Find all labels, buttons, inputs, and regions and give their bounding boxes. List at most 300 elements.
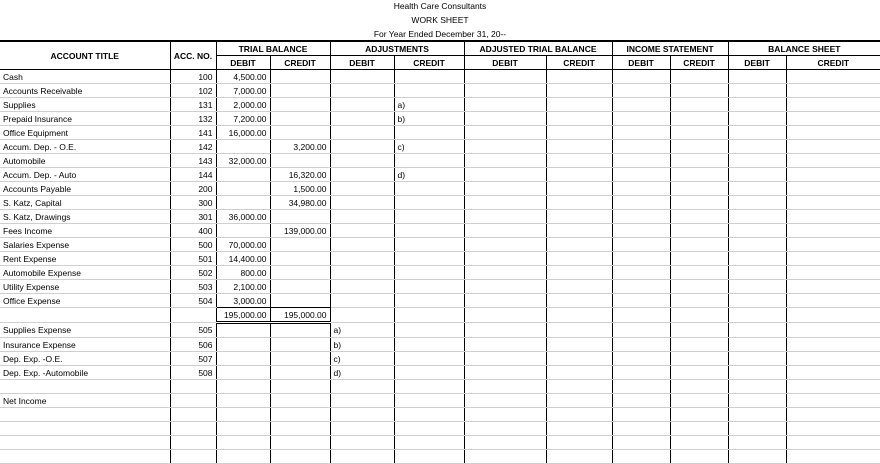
account-title-cell: Accum. Dep. - Auto: [0, 168, 170, 182]
is-credit-cell: [670, 224, 728, 238]
table-row: [0, 366, 880, 380]
tb-credit-cell: 34,980.00: [270, 196, 330, 210]
adj-credit-header: CREDIT: [394, 56, 464, 70]
tb-debit-cell: [216, 338, 270, 352]
adj-credit-cell: b): [394, 112, 464, 126]
bs-debit-cell: [728, 308, 786, 323]
acc-no-cell: 504: [170, 294, 216, 308]
atb-debit-cell: [464, 323, 546, 338]
adj-debit-cell: [330, 380, 394, 394]
adj-credit-cell: a): [394, 98, 464, 112]
atb-credit-cell: [546, 224, 612, 238]
is-credit-cell: [670, 126, 728, 140]
adj-credit-cell: [394, 422, 464, 436]
adj-debit-cell: [330, 210, 394, 224]
bs-credit-cell: [786, 154, 880, 168]
bs-credit-cell: [786, 422, 880, 436]
bs-credit-cell: [786, 323, 880, 338]
account-title-cell: [0, 408, 170, 422]
bs-credit-cell: [786, 294, 880, 308]
atb-debit-cell: [464, 98, 546, 112]
bs-credit-cell: [786, 436, 880, 450]
is-credit-cell: [670, 280, 728, 294]
bs-debit-cell: [728, 436, 786, 450]
bs-debit-cell: [728, 84, 786, 98]
acc-no-cell: 132: [170, 112, 216, 126]
adj-credit-cell: [394, 196, 464, 210]
table-row: [0, 338, 880, 352]
table-row: [0, 266, 880, 280]
adj-credit-cell: [394, 408, 464, 422]
atb-debit-cell: [464, 408, 546, 422]
atb-debit-cell: [464, 294, 546, 308]
trial-balance-header: TRIAL BALANCE: [216, 41, 330, 56]
adj-debit-cell: [330, 394, 394, 408]
adj-debit-cell: [330, 436, 394, 450]
atb-debit-cell: [464, 352, 546, 366]
account-title-cell: S. Katz, Capital: [0, 196, 170, 210]
atb-credit-cell: [546, 70, 612, 84]
is-credit-cell: [670, 182, 728, 196]
bs-credit-cell: [786, 238, 880, 252]
atb-debit-cell: [464, 182, 546, 196]
tb-debit-cell: 14,400.00: [216, 252, 270, 266]
adj-debit-cell: [330, 84, 394, 98]
adj-credit-cell: [394, 182, 464, 196]
tb-credit-cell: [270, 154, 330, 168]
is-credit-cell: [670, 394, 728, 408]
table-row: [0, 70, 880, 84]
account-title-cell: S. Katz, Drawings: [0, 210, 170, 224]
is-credit-cell: [670, 266, 728, 280]
acc-no-cell: [170, 308, 216, 323]
acc-no-cell: [170, 380, 216, 394]
tb-debit-cell: [216, 394, 270, 408]
atb-credit-cell: [546, 338, 612, 352]
tb-debit-cell: 32,000.00: [216, 154, 270, 168]
adj-debit-cell: [330, 450, 394, 464]
account-title-cell: Dep. Exp. -O.E.: [0, 352, 170, 366]
bs-credit-cell: [786, 168, 880, 182]
is-credit-cell: [670, 422, 728, 436]
table-row: [0, 84, 880, 98]
tb-debit-cell: [216, 168, 270, 182]
bs-credit-cell: [786, 210, 880, 224]
section-header-row: [0, 41, 880, 56]
is-credit-cell: [670, 196, 728, 210]
acc-no-cell: 505: [170, 323, 216, 338]
acc-no-cell: 141: [170, 126, 216, 140]
adj-debit-cell: [330, 154, 394, 168]
adj-debit-cell: [330, 140, 394, 154]
acc-no-cell: 500: [170, 238, 216, 252]
bs-debit-cell: [728, 196, 786, 210]
atb-credit-cell: [546, 408, 612, 422]
acc-no-cell: 102: [170, 84, 216, 98]
is-credit-cell: [670, 84, 728, 98]
bs-debit-cell: [728, 352, 786, 366]
worksheet-table: [0, 40, 880, 464]
atb-debit-cell: [464, 196, 546, 210]
is-debit-cell: [612, 168, 670, 182]
acc-no-cell: 301: [170, 210, 216, 224]
tb-credit-cell: [270, 394, 330, 408]
tb-debit-cell: 36,000.00: [216, 210, 270, 224]
acc-no-cell: [170, 450, 216, 464]
account-title-cell: Salaries Expense: [0, 238, 170, 252]
acc-no-cell: 507: [170, 352, 216, 366]
tb-credit-cell: [270, 436, 330, 450]
adj-debit-cell: [330, 70, 394, 84]
adj-debit-cell: [330, 98, 394, 112]
tb-credit-cell: 139,000.00: [270, 224, 330, 238]
atb-credit-cell: [546, 238, 612, 252]
adj-credit-cell: [394, 126, 464, 140]
acc-no-cell: [170, 422, 216, 436]
bs-credit-cell: [786, 266, 880, 280]
adj-credit-cell: [394, 436, 464, 450]
atb-debit-cell: [464, 280, 546, 294]
adj-credit-cell: [394, 238, 464, 252]
adjustments-header: ADJUSTMENTS: [330, 41, 464, 56]
atb-debit-cell: [464, 380, 546, 394]
account-title-cell: [0, 436, 170, 450]
bs-credit-cell: [786, 98, 880, 112]
atb-debit-cell: [464, 338, 546, 352]
account-title-cell: Accum. Dep. - O.E.: [0, 140, 170, 154]
bs-credit-cell: [786, 394, 880, 408]
is-debit-cell: [612, 224, 670, 238]
table-row: [0, 294, 880, 308]
adj-debit-cell: [330, 238, 394, 252]
bs-debit-cell: [728, 70, 786, 84]
is-debit-cell: [612, 366, 670, 380]
adj-credit-cell: [394, 70, 464, 84]
tb-credit-cell: [270, 294, 330, 308]
bs-credit-cell: [786, 126, 880, 140]
atb-debit-cell: [464, 450, 546, 464]
adj-credit-cell: d): [394, 168, 464, 182]
adj-debit-cell: [330, 168, 394, 182]
tb-credit-cell: [270, 252, 330, 266]
bs-debit-cell: [728, 168, 786, 182]
adj-credit-cell: [394, 266, 464, 280]
acc-no-cell: [170, 436, 216, 450]
is-debit-cell: [612, 308, 670, 323]
is-credit-cell: [670, 252, 728, 266]
acc-no-cell: [170, 408, 216, 422]
bs-credit-cell: [786, 408, 880, 422]
atb-debit-cell: [464, 308, 546, 323]
bs-credit-cell: [786, 352, 880, 366]
adj-credit-cell: [394, 154, 464, 168]
tb-debit-cell: [216, 366, 270, 380]
account-title-cell: Supplies Expense: [0, 323, 170, 338]
is-debit-cell: [612, 380, 670, 394]
bs-credit-cell: [786, 112, 880, 126]
bs-credit-cell: [786, 280, 880, 294]
is-credit-cell: [670, 338, 728, 352]
account-title-cell: Supplies: [0, 98, 170, 112]
atb-debit-cell: [464, 394, 546, 408]
bs-credit-cell: [786, 140, 880, 154]
adj-debit-cell: c): [330, 352, 394, 366]
is-debit-cell: [612, 98, 670, 112]
is-debit-cell: [612, 338, 670, 352]
bs-credit-cell: [786, 308, 880, 323]
atb-credit-cell: [546, 394, 612, 408]
tb-credit-cell: [270, 366, 330, 380]
account-title-cell: Automobile: [0, 154, 170, 168]
atb-credit-cell: [546, 140, 612, 154]
tb-credit-cell: [270, 338, 330, 352]
is-debit-cell: [612, 252, 670, 266]
is-debit-cell: [612, 140, 670, 154]
bs-debit-cell: [728, 126, 786, 140]
table-row: [0, 394, 880, 408]
period-label: For Year Ended December 31, 20--: [373, 29, 507, 39]
tb-debit-cell: 70,000.00: [216, 238, 270, 252]
adj-credit-cell: [394, 323, 464, 338]
is-debit-cell: [612, 294, 670, 308]
adj-credit-cell: [394, 308, 464, 323]
account-title-cell: [0, 450, 170, 464]
adjusted-trial-balance-header: ADJUSTED TRIAL BALANCE: [464, 41, 612, 56]
tb-debit-cell: [216, 352, 270, 366]
atb-credit-cell: [546, 266, 612, 280]
adj-credit-cell: [394, 366, 464, 380]
adj-debit-cell: [330, 196, 394, 210]
tb-credit-cell: [270, 450, 330, 464]
account-title-cell: Insurance Expense: [0, 338, 170, 352]
atb-credit-cell: [546, 210, 612, 224]
is-credit-cell: [670, 98, 728, 112]
account-title-cell: Office Equipment: [0, 126, 170, 140]
adj-debit-cell: [330, 126, 394, 140]
is-credit-cell: [670, 436, 728, 450]
tb-credit-cell: 195,000.00: [270, 308, 330, 323]
is-debit-cell: [612, 450, 670, 464]
atb-debit-cell: [464, 422, 546, 436]
bs-debit-cell: [728, 140, 786, 154]
bs-debit-cell: [728, 338, 786, 352]
table-row: [0, 154, 880, 168]
tb-debit-cell: [216, 323, 270, 338]
is-credit-cell: [670, 450, 728, 464]
bs-debit-cell: [728, 394, 786, 408]
account-title-cell: [0, 308, 170, 323]
atb-credit-cell: [546, 196, 612, 210]
is-debit-cell: [612, 352, 670, 366]
atb-debit-cell: [464, 154, 546, 168]
adj-debit-cell: [330, 224, 394, 238]
atb-credit-cell: [546, 422, 612, 436]
is-credit-cell: [670, 154, 728, 168]
tb-credit-cell: [270, 126, 330, 140]
adj-debit-cell: a): [330, 323, 394, 338]
is-credit-cell: [670, 238, 728, 252]
acc-no-cell: 300: [170, 196, 216, 210]
tb-credit-cell: [270, 84, 330, 98]
bs-debit-header: DEBIT: [728, 56, 786, 70]
table-row: [0, 380, 880, 394]
adj-credit-cell: [394, 450, 464, 464]
bs-credit-cell: [786, 338, 880, 352]
bs-debit-cell: [728, 323, 786, 338]
tb-credit-cell: [270, 422, 330, 436]
tb-credit-cell: [270, 323, 330, 338]
tb-credit-cell: 3,200.00: [270, 140, 330, 154]
bs-debit-cell: [728, 182, 786, 196]
adj-debit-cell: b): [330, 338, 394, 352]
account-title-cell: Cash: [0, 70, 170, 84]
acc-no-cell: 200: [170, 182, 216, 196]
atb-credit-cell: [546, 168, 612, 182]
tb-debit-cell: [216, 380, 270, 394]
adj-debit-cell: [330, 280, 394, 294]
is-credit-cell: [670, 352, 728, 366]
account-title-cell: [0, 422, 170, 436]
adj-debit-cell: [330, 182, 394, 196]
table-row: [0, 168, 880, 182]
bs-credit-cell: [786, 450, 880, 464]
adj-debit-cell: [330, 112, 394, 126]
atb-credit-header: CREDIT: [546, 56, 612, 70]
atb-debit-cell: [464, 252, 546, 266]
table-row: [0, 252, 880, 266]
bs-debit-cell: [728, 252, 786, 266]
table-row: [0, 224, 880, 238]
bs-debit-cell: [728, 238, 786, 252]
tb-credit-cell: [270, 266, 330, 280]
atb-debit-cell: [464, 140, 546, 154]
atb-credit-cell: [546, 98, 612, 112]
bs-credit-cell: [786, 84, 880, 98]
acc-no-cell: 400: [170, 224, 216, 238]
is-credit-cell: [670, 112, 728, 126]
adj-debit-cell: [330, 408, 394, 422]
acc-no-cell: [170, 394, 216, 408]
adj-debit-cell: [330, 294, 394, 308]
is-debit-cell: [612, 70, 670, 84]
table-row: [0, 210, 880, 224]
acc-no-cell: 100: [170, 70, 216, 84]
table-row: [0, 126, 880, 140]
is-debit-cell: [612, 422, 670, 436]
tb-debit-cell: [216, 140, 270, 154]
is-credit-cell: [670, 323, 728, 338]
atb-credit-cell: [546, 450, 612, 464]
atb-debit-cell: [464, 224, 546, 238]
account-title-cell: [0, 380, 170, 394]
bs-debit-cell: [728, 224, 786, 238]
atb-debit-cell: [464, 366, 546, 380]
is-debit-cell: [612, 112, 670, 126]
atb-credit-cell: [546, 352, 612, 366]
is-credit-cell: [670, 294, 728, 308]
adj-credit-cell: [394, 380, 464, 394]
adj-credit-cell: [394, 210, 464, 224]
adj-credit-cell: [394, 252, 464, 266]
table-row: [0, 98, 880, 112]
acc-no-cell: 142: [170, 140, 216, 154]
is-debit-cell: [612, 182, 670, 196]
balance-sheet-header: BALANCE SHEET: [728, 41, 880, 56]
bs-debit-cell: [728, 280, 786, 294]
atb-credit-cell: [546, 126, 612, 140]
atb-credit-cell: [546, 112, 612, 126]
acc-no-cell: 131: [170, 98, 216, 112]
tb-debit-cell: 2,000.00: [216, 98, 270, 112]
bs-debit-cell: [728, 98, 786, 112]
bs-credit-cell: [786, 252, 880, 266]
adj-credit-cell: [394, 84, 464, 98]
table-row: [0, 422, 880, 436]
bs-credit-header: CREDIT: [786, 56, 880, 70]
tb-credit-cell: [270, 112, 330, 126]
bs-credit-cell: [786, 70, 880, 84]
atb-debit-cell: [464, 238, 546, 252]
tb-credit-header: CREDIT: [270, 56, 330, 70]
is-debit-cell: [612, 84, 670, 98]
tb-debit-cell: 16,000.00: [216, 126, 270, 140]
is-debit-cell: [612, 196, 670, 210]
acc-no-cell: 144: [170, 168, 216, 182]
is-credit-cell: [670, 308, 728, 323]
is-debit-cell: [612, 154, 670, 168]
is-debit-cell: [612, 408, 670, 422]
adj-debit-header: DEBIT: [330, 56, 394, 70]
is-credit-cell: [670, 140, 728, 154]
is-credit-cell: [670, 366, 728, 380]
table-row: [0, 436, 880, 450]
account-title-cell: Net Income: [0, 394, 170, 408]
tb-credit-cell: [270, 98, 330, 112]
is-debit-cell: [612, 436, 670, 450]
is-debit-cell: [612, 210, 670, 224]
bs-debit-cell: [728, 422, 786, 436]
atb-credit-cell: [546, 84, 612, 98]
account-title-cell: Accounts Receivable: [0, 84, 170, 98]
table-row: [0, 323, 880, 338]
tb-debit-cell: 2,100.00: [216, 280, 270, 294]
tb-credit-cell: 1,500.00: [270, 182, 330, 196]
atb-debit-cell: [464, 126, 546, 140]
adj-debit-cell: [330, 308, 394, 323]
atb-debit-cell: [464, 70, 546, 84]
is-debit-cell: [612, 266, 670, 280]
acc-no-cell: 508: [170, 366, 216, 380]
bs-debit-cell: [728, 112, 786, 126]
tb-credit-cell: [270, 238, 330, 252]
adj-debit-cell: [330, 422, 394, 436]
bs-credit-cell: [786, 182, 880, 196]
adj-debit-cell: d): [330, 366, 394, 380]
atb-credit-cell: [546, 308, 612, 323]
atb-credit-cell: [546, 323, 612, 338]
tb-credit-cell: [270, 408, 330, 422]
atb-debit-cell: [464, 112, 546, 126]
is-credit-header: CREDIT: [670, 56, 728, 70]
acc-no-cell: 503: [170, 280, 216, 294]
tb-debit-cell: 7,200.00: [216, 112, 270, 126]
tb-debit-cell: 4,500.00: [216, 70, 270, 84]
adj-credit-cell: [394, 224, 464, 238]
tb-debit-cell: [216, 436, 270, 450]
bs-debit-cell: [728, 366, 786, 380]
bs-debit-cell: [728, 210, 786, 224]
adj-debit-cell: [330, 252, 394, 266]
